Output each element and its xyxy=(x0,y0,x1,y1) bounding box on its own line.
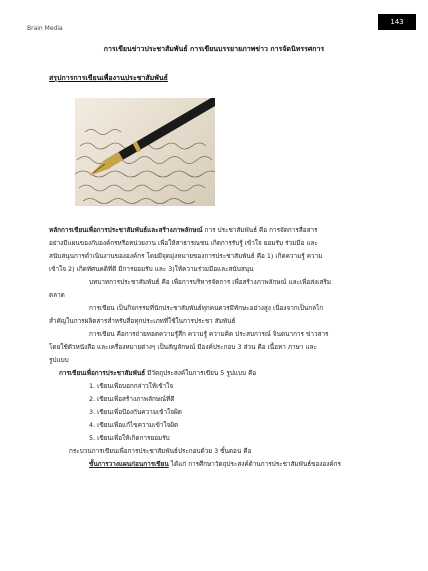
page-title: การเขียนข่าวประชาสัมพันธ์ การเขียนบรรยายภาพข่าว การจัดนิทรรศการ xyxy=(103,45,325,53)
objectives-lead: การเขียนเพื่อการประชาสัมพันธ์ xyxy=(59,369,146,377)
list-item: 5. เขียนเพื่อให้เกิดการยอมรับ xyxy=(89,434,170,442)
principles-lead: หลักการเขียนเพื่อการประชาสัมพันธ์และสร้างภาพลักษณ์ xyxy=(49,226,203,234)
definition-line-2: โดยใช้ตัวหนังสือ และเครื่องหมายต่างๆ เป็นสัญลักษณ์ มีองค์ประกอบ 3 ส่วน คือ เนื้อหา ภาษา และ xyxy=(49,343,317,351)
principles-line-3: สนับสนุนการดำเนินงานขององค์กร โดยมีจุดมุ่งหมายของการประชาสัมพันธ์ คือ 1) เกิดความรู้ ความ xyxy=(49,252,323,260)
paragraph-planning xyxy=(49,458,401,471)
paragraph-writing-definition xyxy=(49,328,401,367)
paragraph-process xyxy=(49,445,401,458)
planning-text: ได้แก่ การศึกษาวัตถุประสงค์ด้านการประชาสัมพันธ์ขององค์กร xyxy=(168,460,341,468)
principles-text: การ ประชาสัมพันธ์ คือ การจัดการสื่อสาร xyxy=(202,226,318,234)
paragraph-writing-skill xyxy=(49,302,401,328)
writing-skill-line-1: การเขียน เป็นกิจกรรมที่นักประชาสัมพันธ์ทุกคนควรมีทักษะอย่างสูง เนื่องจากเป็นกลไก xyxy=(89,304,324,312)
definition-line-1: การเขียน คือการถ่ายทอดความรู้สึก ความรู้ ความคิด ประสบการณ์ จินตนาการ ข่าวสาร xyxy=(89,330,329,338)
principles-line-4: เข้าใจ 2) เกิดทัศนคติที่ดี มีการยอมรับ และ 3)ให้ความร่วมมือและสนับสนุน xyxy=(49,265,254,273)
running-header: Brain Media xyxy=(27,25,63,32)
process-line-1: กระบวนการเขียนเพื่อการประชาสัมพันธ์ประกอบด้วย 3 ขั้นตอน คือ xyxy=(69,447,252,455)
paragraph-objectives xyxy=(49,367,401,380)
section-heading: สรุปการการเขียนเพื่องานประชาสัมพันธ์ xyxy=(49,74,168,82)
list-item: 2. เขียนเพื่อสร้างภาพลักษณ์ที่ดี xyxy=(89,395,175,403)
roles-line-2: ตลาด xyxy=(49,291,65,299)
objectives-list xyxy=(49,380,401,445)
list-item: 3. เขียนเพื่อป้องกันความเข้าใจผิด xyxy=(89,408,182,416)
list-item: 4. เขียนเพื่อแก้ไขความเข้าใจผิด xyxy=(89,421,179,429)
principles-line-2: อย่างมีแผนของกับองค์กรหรือหน่วยงาน เพื่อให้สาธารณชน เกิดการรับรู้ เข้าใจ ยอมรับ ร่วมมือ และ xyxy=(49,239,318,247)
paragraph-principles xyxy=(49,224,401,276)
paragraph-roles xyxy=(49,276,401,302)
definition-line-3: รูปแบบ xyxy=(49,356,69,364)
objectives-text: มีวัตถุประสงค์ในการเขียน 5 รูปแบบ คือ xyxy=(145,369,257,377)
roles-line-1: บทบาทการประชาสัมพันธ์ คือ เพื่อการบริหารจัดการ เพื่อสร้างภาพลักษณ์ และเพื่อส่งเสริม xyxy=(89,278,332,286)
page-number-badge: 143 xyxy=(378,14,416,30)
list-item: 1. เขียนเพื่อบอกกล่าวให้เข้าใจ xyxy=(89,382,174,390)
fountain-pen-photo xyxy=(75,98,215,206)
planning-lead: ขั้นการวางแผนก่อนการเขียน xyxy=(89,460,169,468)
body-text xyxy=(49,224,401,471)
writing-skill-line-2: สำคัญในการผลิตสารสำหรับสื่อทุกประเภทที่ใช้ในการประชา สัมพันธ์ xyxy=(49,317,236,325)
